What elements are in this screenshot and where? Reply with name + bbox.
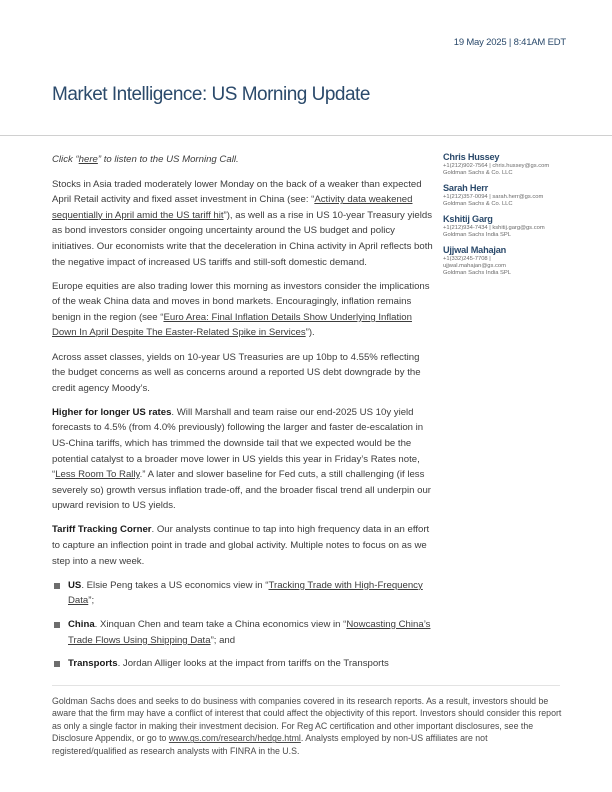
author-name: Ujjwal Mahajan — [443, 245, 507, 255]
paragraph-text: ”). — [305, 327, 315, 339]
tracking-trade-link[interactable]: Tracking Trade with High-Frequency Data — [68, 579, 423, 607]
paragraph-tariff-tracking — [52, 522, 434, 569]
paragraph-text: Stocks in Asia traded moderately lower Monday on the back of a weaker than expected April Retail activity and fixed asset investment in China (see: “ — [52, 178, 422, 206]
author-name: Chris Hussey — [443, 152, 500, 162]
list-item-text: ”; and — [210, 634, 236, 646]
report-date: 19 May 2025 | 8:41AM EDT — [453, 37, 566, 48]
header-divider — [0, 135, 612, 136]
disclosure-body: Goldman Sachs does and seeks to do business with companies covered in its research reports. As a result, investors should be aware that the firm may have a conflict of interest that could affect the objectivity of this report. Investors should consider this report as only a single factor in making their investment decision. For Reg AC certification and other important disclosures, see the Disclosure Appendix, or go to — [52, 696, 562, 744]
author-firm: Goldman Sachs India SPL — [443, 232, 511, 238]
report-body — [52, 152, 434, 680]
paragraph-text: ”), as well as a rise in US 10-year Treasury yields as bond investors consider ongoing uncertainty around the US budget and policy initiatives. Our economists write that the deceleration in China activity in April reflects both the negative impact of increased US tariffs and still-soft domestic demand. — [52, 209, 433, 268]
listen-call-line — [52, 152, 434, 168]
intro-text-end: ” to listen to the US Morning Call. — [97, 154, 239, 165]
author-contact[interactable]: +1(212)934-7434 | kshitij.garg@gs.com — [443, 225, 545, 231]
china-activity-link[interactable]: Activity data weakened sequentially in April amid the US tariff hit — [52, 194, 413, 221]
author-name: Kshitij Garg — [443, 214, 493, 224]
author-firm: Goldman Sachs & Co. LLC — [443, 170, 513, 176]
list-item-label: Transports — [68, 658, 118, 670]
list-item-us — [52, 578, 434, 609]
author-contact[interactable]: +1(212)902-7564 | chris.hussey@gs.com — [443, 163, 550, 169]
list-item-text: . Jordan Alliger looks at the impact from tariffs on the Transports — [117, 658, 389, 670]
paragraph-us-rates — [52, 405, 434, 514]
paragraph-asset-classes: Across asset classes, yields on 10-year US Treasuries are up 10bp to 4.55% reflecting the budget concerns as well as concerns around a reported US debt downgrade by the credit agency Moody’s. — [52, 351, 421, 394]
paragraph-text: Europe equities are also trading lower this morning as investors consider the implications of the weak China data and moves in bond markets. Encouragingly, inflation remains benign in the region (see “ — [52, 280, 430, 323]
author-card — [443, 152, 573, 177]
disclosure-link[interactable]: www.gs.com/research/hedge.html — [168, 733, 301, 744]
less-room-to-rally-link[interactable]: Less Room To Rally — [55, 469, 140, 481]
bullet-square-icon — [54, 583, 60, 589]
paragraph-text: . Our analysts continue to tap into high frequency data in an effort to capture an inflection point in trade and global activity. Multiple notes to focus on as we step into a new week. — [52, 524, 430, 567]
author-firm: Goldman Sachs India SPL — [443, 270, 511, 276]
paragraph-text: .” A later and slower baseline for Fed cuts, a still challenging (if less severely so) growth versus inflation trade-off, and the broader fiscal trend all underpin our upward revision to US yields. — [52, 469, 431, 512]
bullet-square-icon — [54, 661, 60, 667]
author-name: Sarah Herr — [443, 183, 488, 193]
section-heading-tariff-tracking: Tariff Tracking Corner — [52, 524, 152, 536]
author-card — [443, 245, 573, 277]
author-email[interactable]: ujjwal.mahajan@gs.com — [443, 263, 506, 269]
paragraph-asia-stocks — [52, 177, 434, 271]
list-item-text: . Xinquan Chen and team take a China economics view in “ — [94, 618, 347, 630]
disclosure-text — [52, 695, 562, 757]
author-phone: +1(332)245-7708 | — [443, 256, 491, 262]
section-heading-us-rates: Higher for longer US rates — [52, 406, 172, 418]
disclosure-body: . Analysts employed by non-US affiliates are not registered/qualified as research analysts with FINRA in the U.S. — [52, 733, 488, 756]
list-item-text: ”; — [88, 595, 95, 607]
nowcasting-china-link[interactable]: Nowcasting China’s Trade Flows Using Shipping Data — [68, 618, 431, 646]
page-title: Market Intelligence: US Morning Update — [52, 84, 370, 105]
list-item-text: . Elsie Peng takes a US economics view in “ — [81, 579, 269, 591]
author-card — [443, 214, 573, 239]
author-sidebar — [443, 152, 573, 283]
author-card — [443, 183, 573, 208]
author-firm: Goldman Sachs & Co. LLC — [443, 201, 513, 207]
list-item-label: China — [68, 618, 95, 630]
author-contact[interactable]: +1(212)357-0094 | sarah.herr@gs.com — [443, 194, 544, 200]
paragraph-europe-equities — [52, 279, 434, 341]
list-item-transports — [52, 656, 434, 672]
paragraph-text: . Will Marshall and team raise our end-2025 US 10y yield forecasts to 4.5% (from 4.0% previously) following the larger and faster de-escalation in US-China tariffs, which has trimmed the downside tail that we expected would be the potential catalyst to a broader move lower in US yields this year in Friday’s Rates note, “ — [52, 406, 424, 481]
bullet-square-icon — [54, 622, 60, 628]
footer-divider — [52, 685, 560, 686]
euro-inflation-link[interactable]: Euro Area: Final Inflation Details Show Underlying Inflation Down In April Despite The Easter-Related Spike in Services — [52, 311, 412, 339]
listen-here-link[interactable]: here — [78, 154, 98, 165]
list-item-china — [52, 617, 434, 648]
tariff-notes-list — [52, 578, 434, 672]
list-item-label: US — [68, 579, 82, 591]
intro-text: Click “ — [52, 154, 79, 165]
